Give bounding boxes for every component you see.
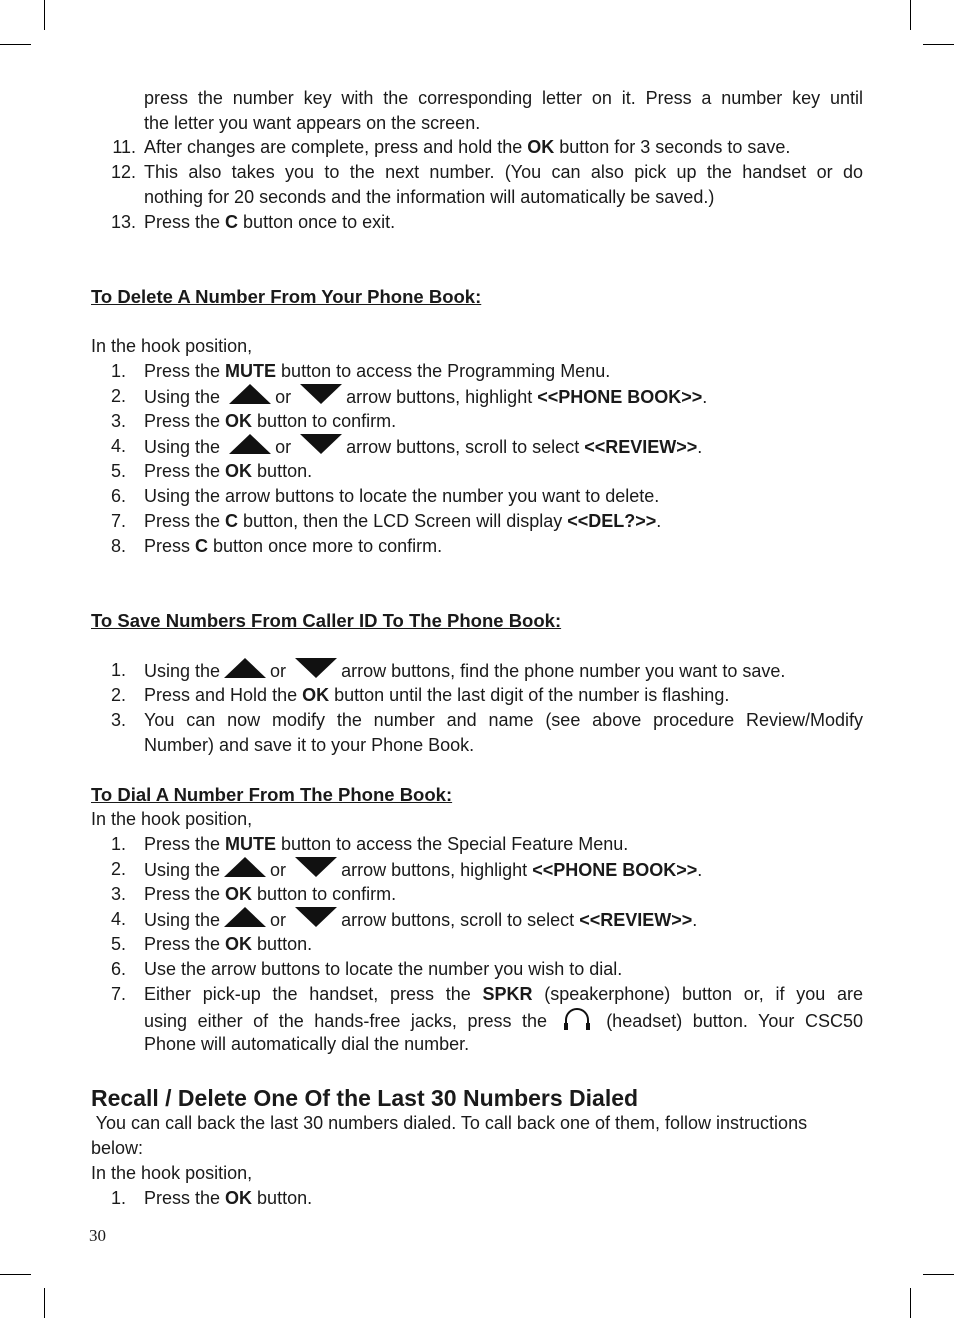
- step-text: Using the or arrow buttons, find the phone number you want to save.: [144, 658, 785, 684]
- up-arrow-icon: [224, 857, 266, 877]
- down-arrow-icon: [295, 857, 337, 877]
- down-arrow-icon: [295, 907, 337, 927]
- step-number: 4.: [110, 436, 126, 456]
- step-text: Press the OK button.: [144, 461, 313, 481]
- step-text: Using the arrow buttons to locate the number you want to delete.: [144, 486, 660, 506]
- step-text: Using the or arrow buttons, highlight <<PHONE BOOK>>.: [144, 857, 702, 883]
- step-number: 6.: [110, 959, 126, 979]
- step-text: Using the or arrow buttons, scroll to select <<REVIEW>>.: [144, 907, 697, 933]
- intro-text: In the hook position,: [91, 809, 253, 829]
- step-text: Press the MUTE button to access the Special Feature Menu.: [144, 834, 629, 854]
- step-number: 3.: [110, 884, 126, 904]
- step-text: Press and Hold the OK button until the last digit of the number is flashing.: [144, 685, 730, 705]
- down-arrow-icon: [295, 658, 337, 678]
- intro-text: In the hook position,: [91, 336, 253, 356]
- step-text: After changes are complete, press and hold the OK button for 3 seconds to save.: [144, 137, 791, 157]
- section-heading-dial: To Dial A Number From The Phone Book:: [91, 784, 453, 805]
- step-number: 2.: [110, 386, 126, 406]
- paragraph-text: You can call back the last 30 numbers dialed. To call back one of them, follow instructions: [91, 1113, 808, 1133]
- step-text: Using the or arrow buttons, scroll to select <<REVIEW>>.: [144, 434, 702, 460]
- step-text: Press the OK button to confirm.: [144, 884, 397, 904]
- step-text: Press the MUTE button to access the Programming Menu.: [144, 361, 611, 381]
- step-number: 11.: [112, 137, 136, 157]
- intro-text: In the hook position,: [91, 1163, 253, 1183]
- step-text: Use the arrow buttons to locate the number you wish to dial.: [144, 959, 623, 979]
- continued-step-text: press the number key with the corresponding letter on it. Press a number key until: [144, 88, 863, 108]
- step-number: 12.: [110, 162, 136, 182]
- step-number: 13.: [110, 212, 136, 232]
- step-text: Press the OK button.: [144, 934, 313, 954]
- step-text: nothing for 20 seconds and the information will automatically be saved.): [144, 187, 715, 207]
- page-number: 30: [89, 1226, 106, 1245]
- step-number: 1.: [110, 361, 126, 381]
- step-text: using either of the hands-free jacks, press the (headset) button. Your CSC50: [144, 1007, 863, 1034]
- step-text: Phone will automatically dial the number.: [144, 1034, 470, 1054]
- step-text: Using the or arrow buttons, highlight <<PHONE BOOK>>.: [144, 384, 707, 410]
- step-number: 1.: [110, 1188, 126, 1208]
- step-number: 2.: [110, 685, 126, 705]
- step-text: Press the OK button.: [144, 1188, 313, 1208]
- step-number: 4.: [110, 909, 126, 929]
- step-text: Press C button once more to confirm.: [144, 536, 443, 556]
- step-number: 2.: [110, 859, 126, 879]
- down-arrow-icon: [300, 434, 342, 454]
- step-text: Number) and save it to your Phone Book.: [144, 735, 475, 755]
- up-arrow-icon: [229, 434, 271, 454]
- section-heading-delete: To Delete A Number From Your Phone Book:: [91, 286, 482, 307]
- step-number: 3.: [110, 411, 126, 431]
- up-arrow-icon: [224, 658, 266, 678]
- step-number: 5.: [110, 461, 126, 481]
- step-number: 7.: [110, 511, 126, 531]
- step-text: You can now modify the number and name (see above procedure Review/Modify: [144, 710, 863, 730]
- section-heading-recall: Recall / Delete One Of the Last 30 Numbers Dialed: [91, 1085, 639, 1111]
- up-arrow-icon: [224, 907, 266, 927]
- step-number: 1.: [110, 660, 126, 680]
- section-heading-save: To Save Numbers From Caller ID To The Phone Book:: [91, 610, 562, 631]
- step-number: 5.: [110, 934, 126, 954]
- continued-step-text: the letter you want appears on the screen.: [144, 113, 481, 133]
- step-number: 8.: [110, 536, 126, 556]
- paragraph-text: below:: [91, 1138, 144, 1158]
- step-number: 1.: [110, 834, 126, 854]
- step-text: This also takes you to the next number. (You can also pick up the handset or do: [144, 162, 863, 182]
- step-number: 7.: [110, 984, 126, 1004]
- down-arrow-icon: [300, 384, 342, 404]
- step-text: Press the C button once to exit.: [144, 212, 396, 232]
- up-arrow-icon: [229, 384, 271, 404]
- step-text: Press the OK button to confirm.: [144, 411, 397, 431]
- headset-icon: [562, 1007, 592, 1031]
- step-text: Either pick-up the handset, press the SPKR (speakerphone) button or, if you are: [144, 984, 863, 1004]
- step-number: 6.: [110, 486, 126, 506]
- step-text: Press the C button, then the LCD Screen will display <<DEL?>>.: [144, 511, 662, 531]
- step-number: 3.: [110, 710, 126, 730]
